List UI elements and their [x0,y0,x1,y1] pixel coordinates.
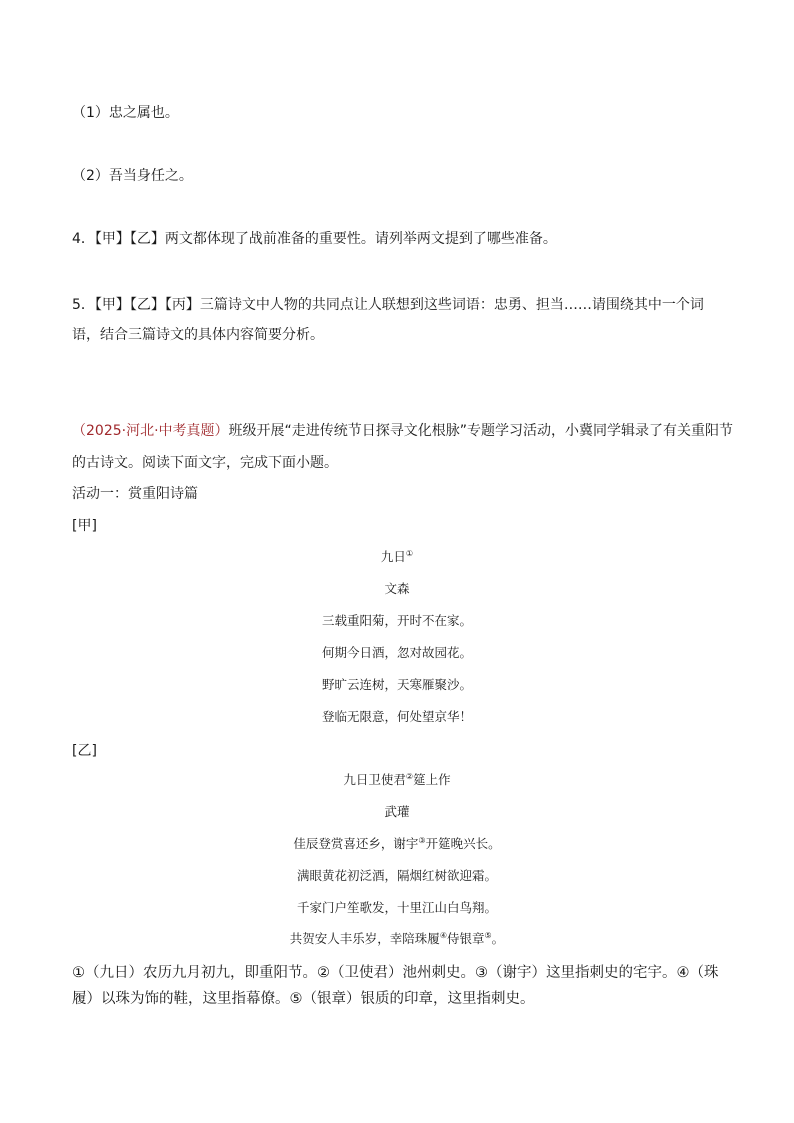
poem-b-title-text: 筵上作 [413,772,451,787]
poem-b-marker: [乙] [72,743,97,759]
footnotes: ①（九日）农历九月初九，即重阳节。②（卫使君）池州刺史。③（谢宇）这里指刺史的宅宇。④（珠履）以珠为饰的鞋，这里指幕僚。⑤（银章）银质的印章，这里指刺史。 [72,965,719,1007]
question-3-item-2: （2）吾当身任之。 [72,168,193,184]
poem-a-title [0,548,794,566]
passage-intro-line-1 [72,421,733,441]
question-5-line-1: 5．【甲】【乙】【丙】三篇诗文中人物的共同点让人联想到这些词语：忠勇、担当……请围绕其中一个词 [72,297,704,313]
poem-b-author: 武瓘 [384,804,410,819]
poem-a-line-1: 三载重阳菊，开时不在家。 [321,613,472,628]
question-4: 4．【甲】【乙】两文都体现了战前准备的重要性。请列举两文提到了哪些准备。 [72,231,557,247]
passage-intro-text: 班级开展“走进传统节日探寻文化根脉”专题学习活动，小冀同学辑录了有关重阳节 [228,423,734,439]
poem-b-line-text: 侍银章 [446,931,485,946]
footnote-marker: ④ [439,930,447,940]
poem-b-line-text: 共贺安人丰乐岁，幸陪珠履 [289,931,440,946]
poem-b-line-2: 满眼黄花初泛酒，隔烟红树欲迎霜。 [296,868,497,883]
poem-b-title-text: 九日卫使君 [343,772,406,787]
question-3-item-1: （1）忠之属也。 [72,105,179,121]
poem-a-line-2: 何期今日酒，忽对故园花。 [321,645,472,660]
passage-intro-line-2: 的古诗文。阅读下面文字，完成下面小题。 [72,455,338,471]
poem-a-author: 文森 [384,581,410,596]
source-tag: （2025·河北·中考真题） [72,423,229,439]
poem-b-title [0,771,794,789]
activity-heading: 活动一：赏重阳诗篇 [72,486,198,502]
footnote-marker: ⑤ [484,930,492,940]
poem-b-line-1 [0,835,794,853]
footnote-marker: ② [405,771,414,781]
poem-b-line-text: 佳辰登赏喜还乡，谢宇 [293,836,419,851]
poem-b-line-3: 千家门户笙歌发，十里江山白鸟翔。 [296,900,497,915]
footnote-marker: ③ [418,835,426,845]
poem-b-line-4 [0,930,794,948]
footnote-marker: ① [405,548,414,558]
question-5-line-2: 语，结合三篇诗文的具体内容简要分析。 [72,327,324,343]
poem-b-line-text: 。 [491,931,505,946]
poem-b-line-text: 开筵晚兴长。 [425,836,501,851]
poem-a-line-3: 野旷云连树，天寒雁聚沙。 [321,677,472,692]
poem-a-line-4: 登临无限意，何处望京华！ [321,709,472,724]
poem-a-marker: [甲] [72,518,97,534]
poem-a-title-text: 九日 [380,549,406,564]
